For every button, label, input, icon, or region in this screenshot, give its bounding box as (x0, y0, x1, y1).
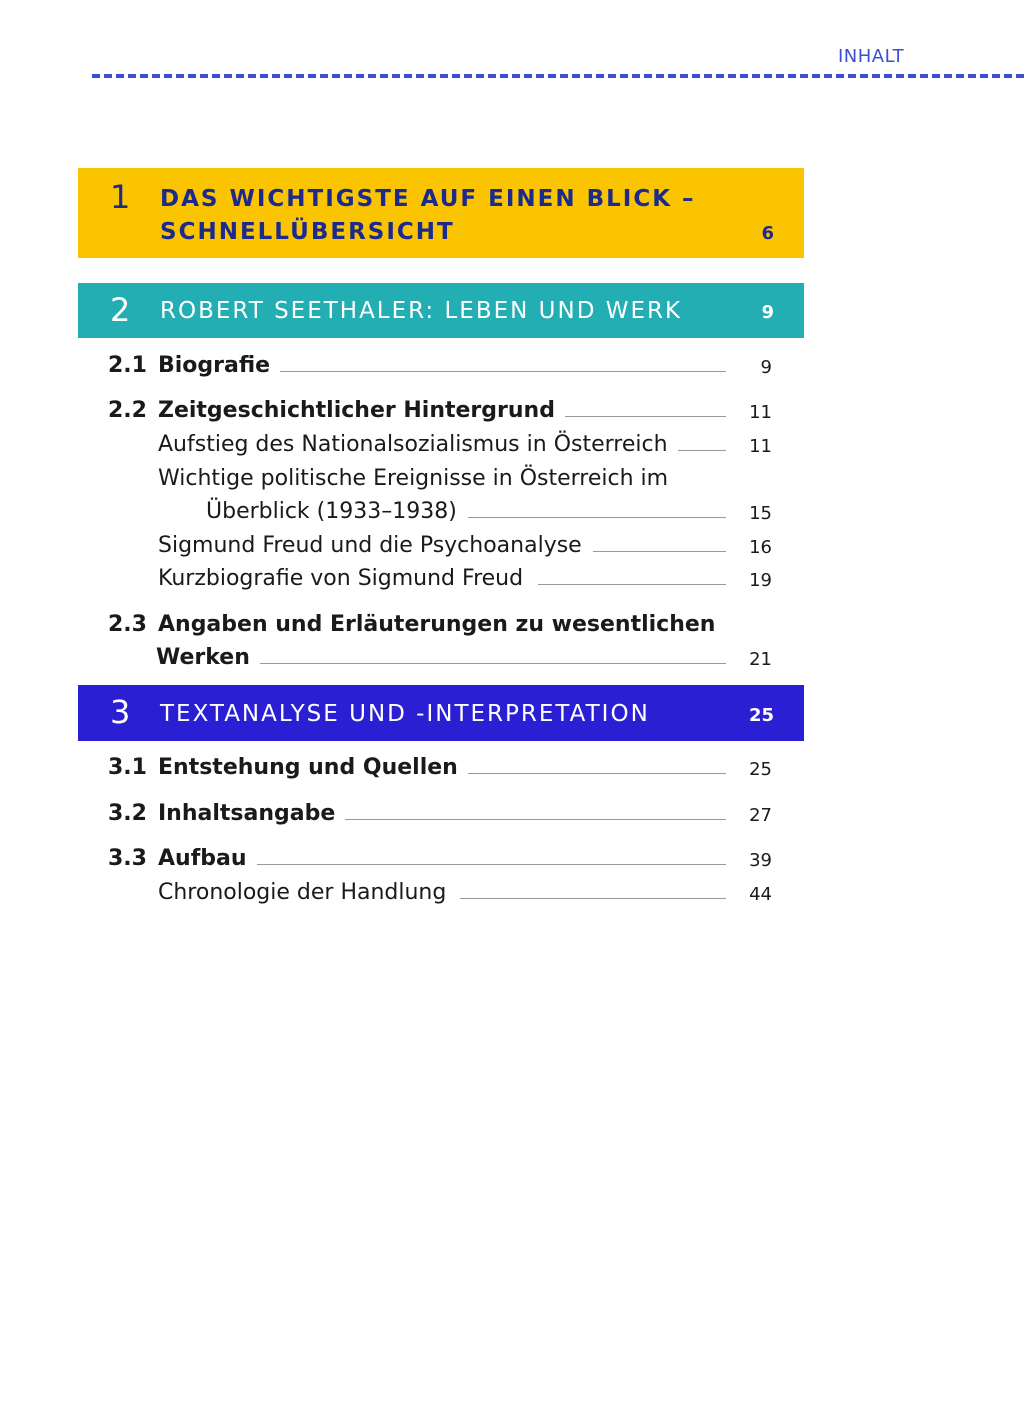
entry-label: 2.2 Zeitgeschichtlicher Hintergrund (108, 398, 565, 423)
entry-label: 3.3 Aufbau (108, 846, 257, 871)
chapter-2-band[interactable] (78, 283, 804, 338)
entry-page-number: 19 (749, 570, 772, 591)
entry-page-number: 25 (749, 759, 772, 780)
toc-subentry[interactable] (108, 431, 772, 461)
leader-line (330, 819, 726, 820)
leader-line (538, 584, 726, 585)
entry-page-number: 16 (749, 537, 772, 558)
header-label: INHALT (838, 46, 905, 67)
toc-entry-3-3[interactable] (108, 845, 772, 875)
entry-label: Chronologie der Handlung (158, 880, 456, 905)
chapter-title-line-2: SCHNELLÜBERSICHT (160, 219, 455, 245)
chapter-3-band[interactable] (78, 685, 804, 741)
chapter-number: 2 (110, 291, 131, 329)
leader-line (468, 517, 726, 518)
header-dashed-rule (92, 74, 1024, 78)
entry-page-number: 44 (749, 884, 772, 905)
toc-subentry[interactable] (108, 498, 772, 528)
leader-line (273, 371, 726, 372)
toc-subentry[interactable] (108, 565, 772, 595)
toc-subentry[interactable] (108, 879, 772, 909)
entry-label: Sigmund Freud und die Psychoanalyse (158, 533, 592, 558)
entry-label: 3.2 Inhaltsangabe (108, 801, 345, 826)
entry-label: 2.1 Biografie (108, 353, 280, 378)
entry-page-number: 21 (749, 649, 772, 670)
toc-entry-2-2[interactable] (108, 397, 772, 427)
chapter-number: 3 (110, 693, 131, 731)
entry-page-number: 15 (749, 503, 772, 524)
entry-page-number: 11 (749, 402, 772, 423)
entry-label-line-1: Wichtige politische Ereignisse in Österreich im (158, 466, 669, 491)
chapter-title-line-1: DAS WICHTIGSTE AUF EINEN BLICK – (160, 186, 696, 212)
entry-page-number: 39 (749, 850, 772, 871)
leader-line (678, 450, 726, 451)
chapter-number: 1 (110, 178, 131, 216)
leader-line (446, 773, 726, 774)
toc-subentry[interactable] (108, 532, 772, 562)
toc-entry-3-1[interactable] (108, 754, 772, 784)
entry-label-line-2: Überblick (1933–1938) (206, 499, 467, 524)
entry-label-line-2: Werken (156, 645, 260, 670)
toc-entry-2-1[interactable] (108, 352, 772, 382)
leader-line (538, 416, 726, 417)
toc-entry-3-2[interactable] (108, 800, 772, 830)
entry-label: Aufstieg des Nationalsozialismus in Österreich (158, 432, 678, 457)
chapter-title (160, 183, 696, 249)
chapter-title: TEXTANALYSE UND -INTERPRETATION (160, 701, 650, 727)
entry-page-number: 27 (749, 805, 772, 826)
entry-label-line-1: 2.3 Angaben und Erläuterungen zu wesentlichen (108, 612, 716, 637)
entry-label: 3.1 Entstehung und Quellen (108, 755, 468, 780)
leader-line (250, 864, 726, 865)
leader-line (460, 898, 726, 899)
leader-line (258, 663, 726, 664)
leader-line (593, 551, 726, 552)
chapter-title: ROBERT SEETHALER: LEBEN UND WERK (160, 298, 683, 324)
chapter-1-band[interactable] (78, 168, 804, 258)
entry-label: Kurzbiografie von Sigmund Freud (158, 566, 533, 591)
chapter-page-number: 25 (748, 705, 774, 726)
chapter-page-number: 9 (761, 302, 774, 323)
entry-page-number: 11 (749, 436, 772, 457)
toc-entry-2-3[interactable] (108, 644, 772, 674)
entry-page-number: 9 (760, 357, 772, 378)
chapter-page-number: 6 (761, 223, 774, 244)
